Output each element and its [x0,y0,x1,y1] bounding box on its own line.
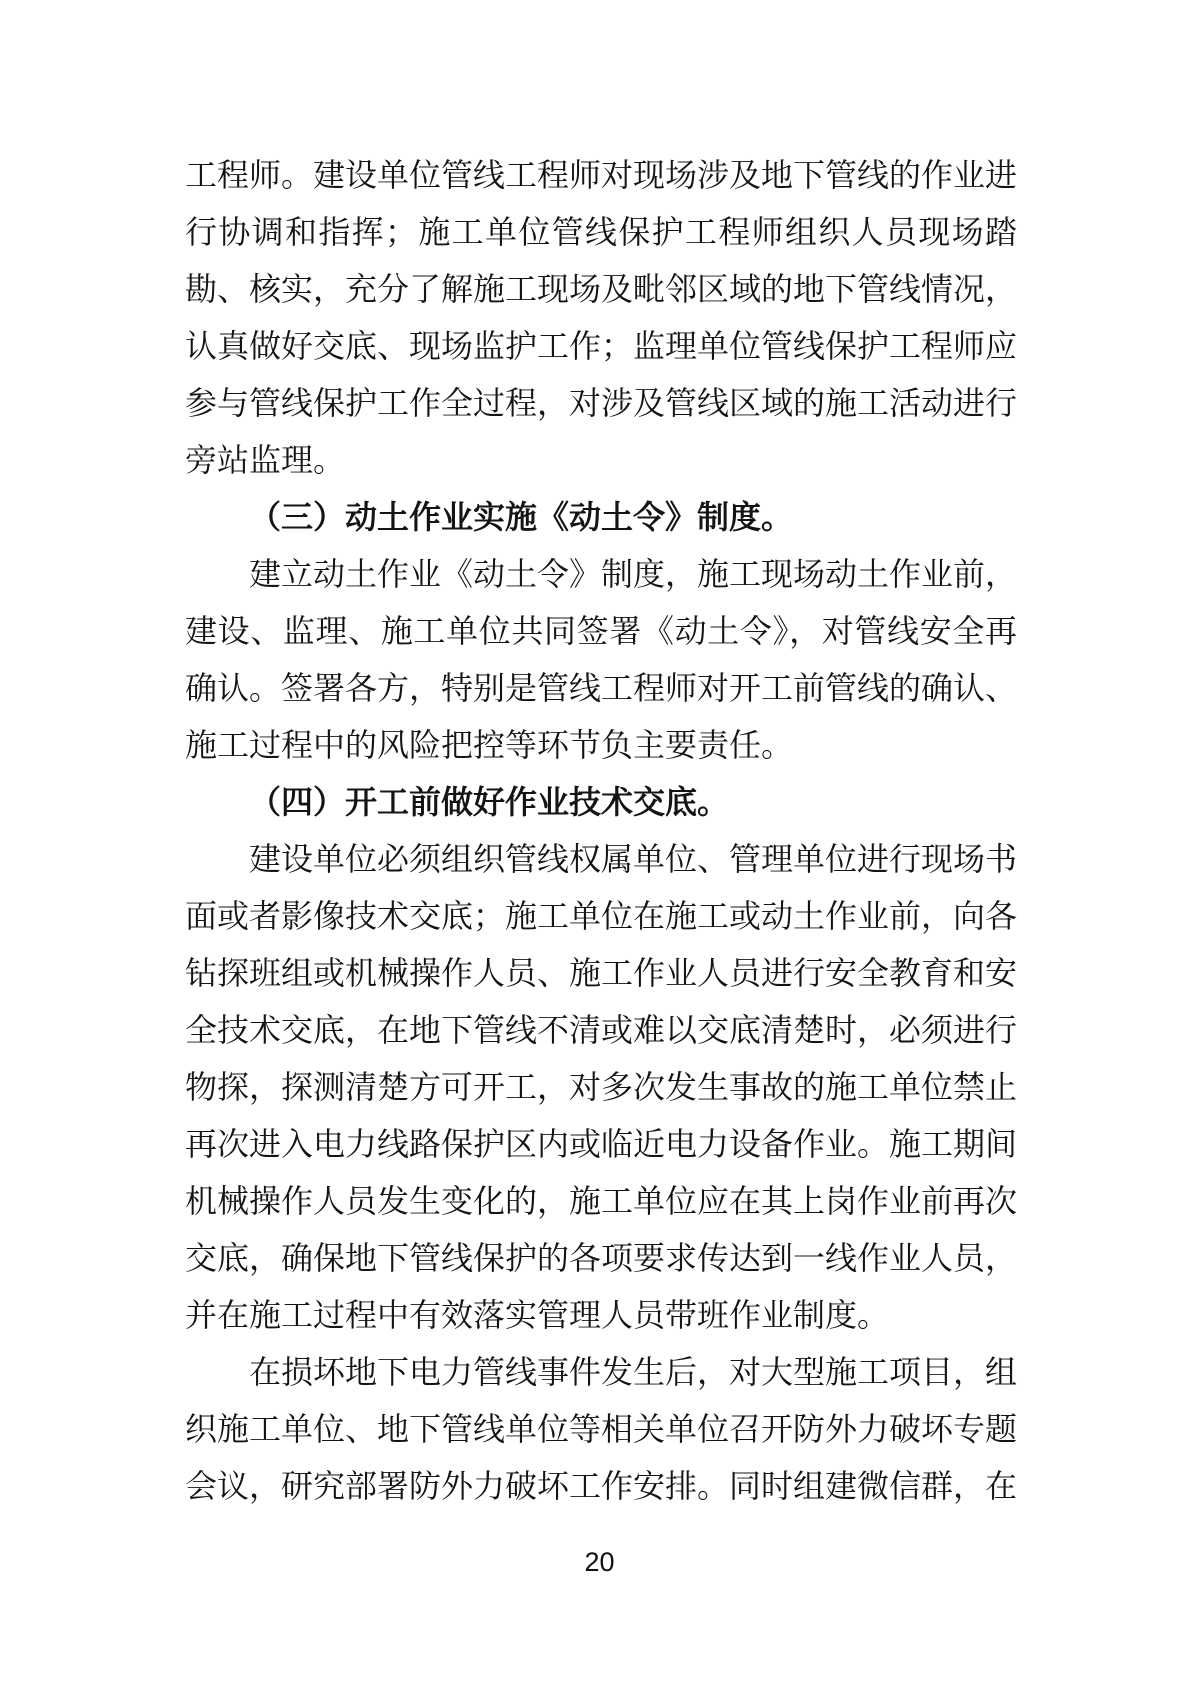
page-number: 20 [584,1547,615,1577]
section-heading-3: （三）动土作业实施《动土令》制度。 [249,499,794,535]
section-heading-4: （四）开工前做好作业技术交底。 [249,784,730,820]
paragraph-continuation: 工程师。建设单位管线工程师对现场涉及地下管线的作业进行协调和指挥；施工单位管线保护工程师组织人员现场踏勘、核实，充分了解施工现场及毗邻区域的地下管线情况，认真做好交底、现场监护工作；监理单位管线保护工程师应参与管线保护工作全过程，对涉及管线区域的施工活动进行旁站监理。 [185,157,1018,478]
paragraph-dongtuling: 建立动土作业《动土令》制度，施工现场动土作业前，建设、监理、施工单位共同签署《动土令》，对管线安全再确认。签署各方，特别是管线工程师对开工前管线的确认、施工过程中的风险把控等环节负主要责任。 [185,556,1018,763]
paragraph-technical-disclosure: 建设单位必须组织管线权属单位、管理单位进行现场书面或者影像技术交底；施工单位在施工或动土作业前，向各钻探班组或机械操作人员、施工作业人员进行安全教育和安全技术交底，在地下管线不清或难以交底清楚时，必须进行物探，探测清楚方可开工，对多次发生事故的施工单位禁止再次进入电力线路保护区内或临近电力设备作业。施工期间机械操作人员发生变化的，施工单位应在其上岗作业前再次交底，确保地下管线保护的各项要求传达到一线作业人员，并在施工过程中有效落实管理人员带班作业制度。 [185,841,1018,1333]
paragraph-damage-event: 在损坏地下电力管线事件发生后，对大型施工项目，组织施工单位、地下管线单位等相关单位召开防外力破坏专题会议，研究部署防外力破坏工作安排。同时组建微信群，在 [185,1354,1018,1504]
page-body-text [185,147,1017,1515]
